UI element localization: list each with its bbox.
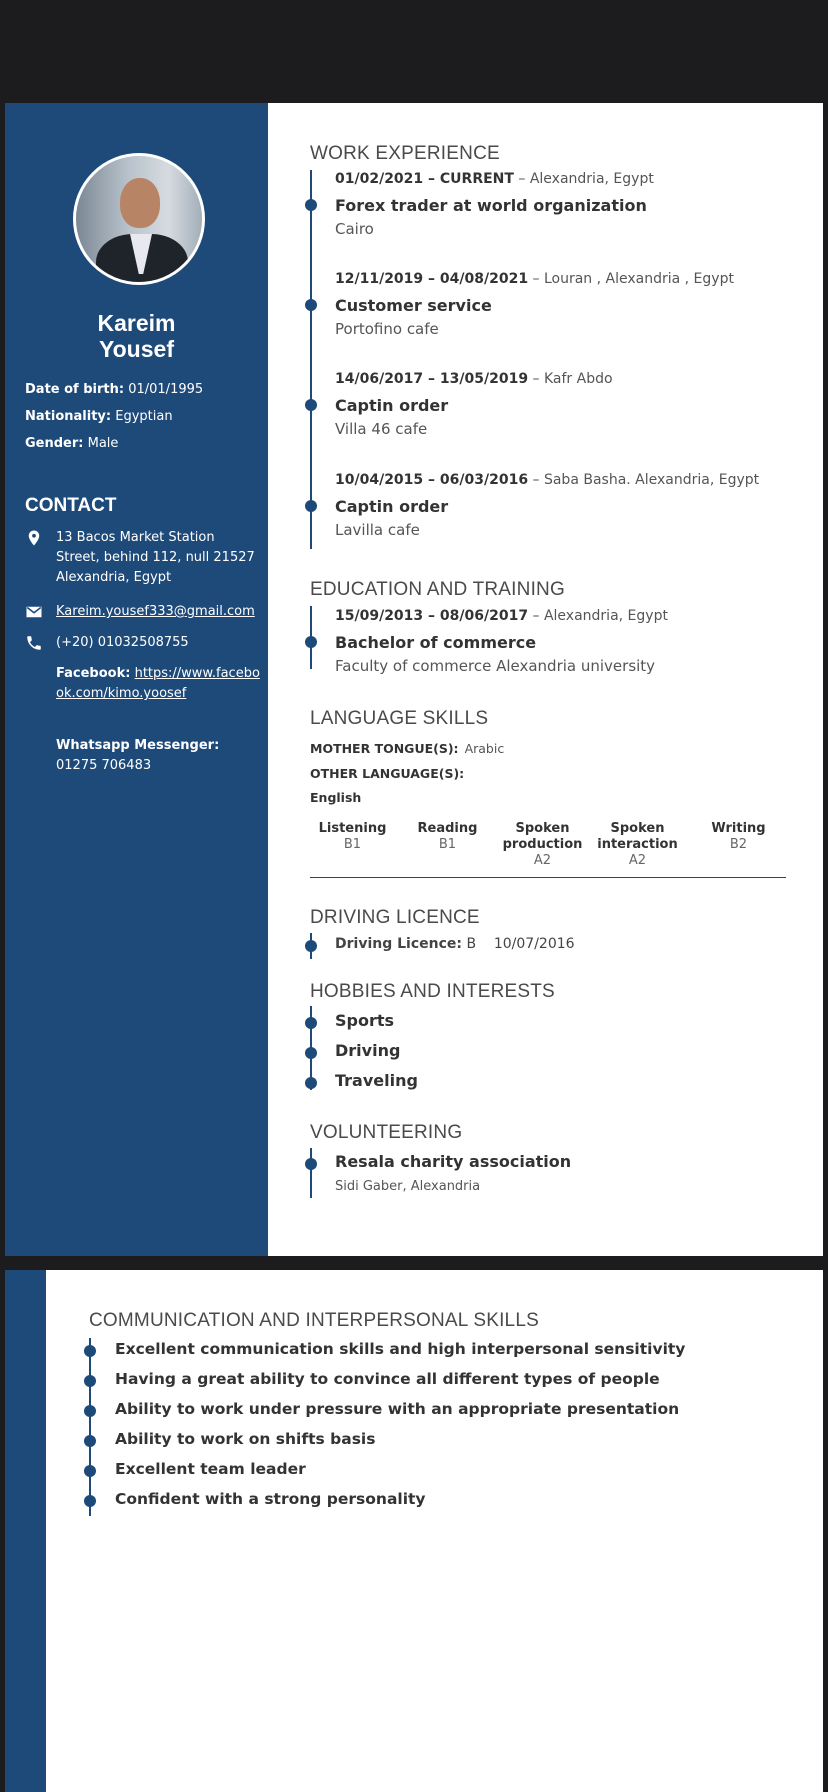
timeline-dot [84,1375,96,1387]
mother-tongue: MOTHER TONGUE(S): Arabic [310,741,505,756]
lang-listening: Listening B1 [318,821,387,852]
work-dates: 10/04/2015 – 06/03/2016 – Saba Basha. Alexandria, Egypt [335,472,760,488]
volunteering-heading: VOLUNTEERING [310,1122,463,1143]
lang-reading: Reading B1 [417,821,478,852]
email[interactable] [25,602,260,622]
education-dates: 15/09/2013 – 08/06/2017 – Alexandria, Egypt [335,608,668,624]
work-employer: Villa 46 cafe [335,420,428,438]
sidebar-strip [5,1270,46,1792]
timeline-dot [305,299,317,311]
timeline-dot [305,199,317,211]
education-heading: EDUCATION AND TRAINING [310,579,565,600]
work-title: Customer service [335,296,492,315]
timeline-dot [305,1047,317,1059]
profile-photo [73,153,205,285]
skill-item: Excellent communication skills and high interpersonal sensitivity [115,1340,686,1358]
cv-page-2 [5,1270,823,1792]
education-title: Bachelor of commerce [335,633,537,652]
skill-item: Ability to work under pressure with an appropriate presentation [115,1400,680,1418]
work-title: Captin order [335,396,449,415]
driving-licence: Driving Licence: B 10/07/2016 [335,936,575,952]
education-institution: Faculty of commerce Alexandria university [335,657,656,675]
other-language-name: English [310,790,362,805]
work-employer: Cairo [335,220,374,238]
email-link[interactable]: Kareim.yousef333@gmail.com [56,604,255,619]
timeline-dot [305,636,317,648]
work-title: Forex trader at world organization [335,196,647,215]
skill-item: Confident with a strong personality [115,1490,426,1508]
envelope-icon [25,603,43,621]
lang-spoken-interaction: Spoken interaction A2 [597,821,678,868]
address: 13 Bacos Market Station Street, behind 112, null 21527 Alexandria, Egypt [25,528,260,590]
work-employer: Portofino cafe [335,320,439,338]
whatsapp: Whatsapp Messenger: 01275 706483 [56,738,220,773]
driving-heading: DRIVING LICENCE [310,907,480,928]
facebook-link[interactable]: https://www.facebook.com/kimo.yoosef [56,666,260,701]
sidebar [5,103,268,1256]
hobby-item: Sports [335,1011,395,1030]
skill-item: Having a great ability to convince all different types of people [115,1370,660,1388]
other-languages-label: OTHER LANGUAGE(S): [310,766,465,781]
work-timeline [310,170,312,549]
timeline-dot [84,1495,96,1507]
hobby-item: Traveling [335,1071,418,1090]
phone: (+20) 01032508755 [25,633,260,653]
volunteering-title: Resala charity association [335,1152,572,1171]
skill-item: Excellent team leader [115,1460,306,1478]
timeline-dot [84,1345,96,1357]
work-title: Captin order [335,497,449,516]
work-dates: 14/06/2017 – 13/05/2019 – Kafr Abdo [335,371,613,387]
timeline-dot [84,1405,96,1417]
timeline-dot [305,940,317,952]
contact-heading: CONTACT [25,495,117,516]
work-experience-heading: WORK EXPERIENCE [310,143,500,164]
timeline-dot [84,1465,96,1477]
timeline-dot [84,1435,96,1447]
nationality: Nationality: Egyptian [25,409,173,424]
volunteering-location: Sidi Gaber, Alexandria [335,1179,481,1194]
hobbies-heading: HOBBIES AND INTERESTS [310,981,555,1002]
work-dates: 12/11/2019 – 04/08/2021 – Louran , Alexandria , Egypt [335,271,734,287]
cv-page-1 [5,103,823,1256]
skill-item: Ability to work on shifts basis [115,1430,376,1448]
timeline-dot [305,500,317,512]
first-name: Kareim [97,310,176,336]
lang-spoken-production: Spoken production A2 [502,821,583,868]
timeline-dot [305,399,317,411]
timeline-dot [305,1017,317,1029]
communication-heading: COMMUNICATION AND INTERPERSONAL SKILLS [89,1310,539,1331]
timeline-dot [305,1077,317,1089]
language-divider [310,877,786,878]
language-heading: LANGUAGE SKILLS [310,708,489,729]
hobby-item: Driving [335,1041,401,1060]
gender: Gender: Male [25,436,119,451]
timeline-dot [305,1158,317,1170]
work-dates: 01/02/2021 – CURRENT – Alexandria, Egypt [335,171,654,187]
lang-writing: Writing B2 [711,821,766,852]
work-employer: Lavilla cafe [335,521,420,539]
phone-icon [25,634,43,652]
date-of-birth: Date of birth: 01/01/1995 [25,382,204,397]
location-pin-icon [25,529,43,547]
last-name: Yousef [99,336,174,362]
facebook: Facebook: https://www.facebook.com/kimo.yoosef [56,666,260,701]
